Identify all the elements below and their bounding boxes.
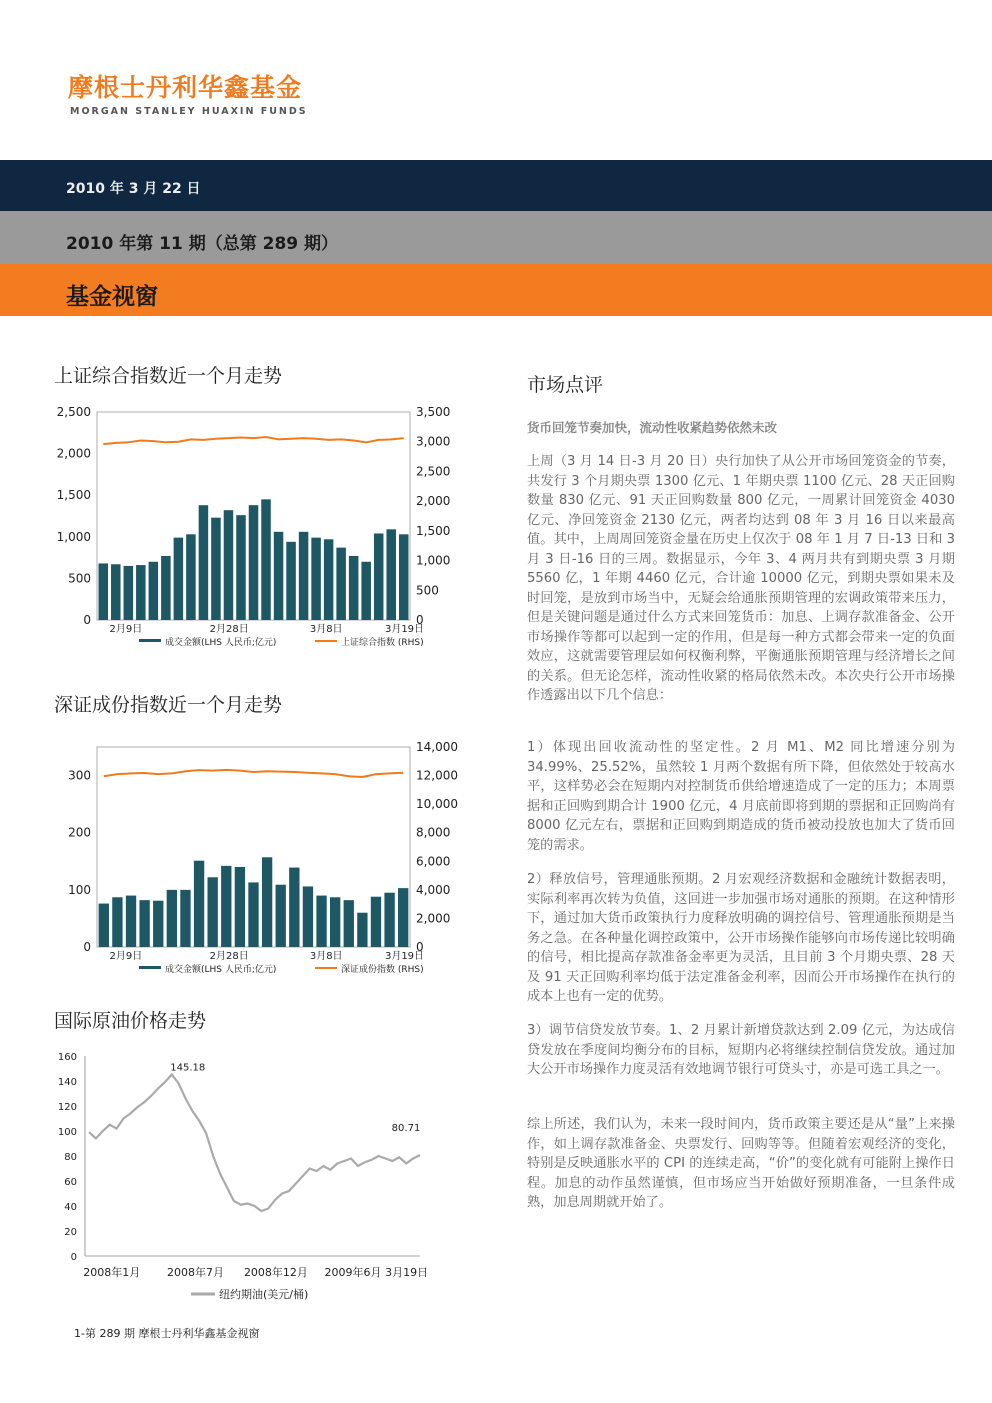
y-tick-label: 100 xyxy=(57,1127,77,1138)
volume-bar xyxy=(236,515,246,620)
y-right-tick: 12,000 xyxy=(416,768,458,783)
volume-bar xyxy=(324,539,334,620)
y-left-tick: 2,000 xyxy=(56,446,91,461)
volume-bar xyxy=(249,505,259,620)
legend-line-label: 深证成份指数 (RHS) xyxy=(341,965,424,975)
index-line xyxy=(103,437,403,444)
volume-bar xyxy=(330,897,340,947)
y-tick-label: 140 xyxy=(57,1077,77,1088)
issue-band xyxy=(0,211,992,264)
volume-bar xyxy=(276,885,286,947)
paragraph-5: 综上所述，我们认为，未来一段时间内，货币政策主要还是从“量”上来操作，如上调存款准备金、央票发行、回购等等。但随着宏观经济的变化，特别是反映通胀水平的 CPI 的连续走高，“价”的变化就有可能附上操作日程。加息的动作虽然谨慎，但市场应当开始做好预期准备，一旦条件成熟，加息周期就开始了。 xyxy=(527,1117,955,1210)
paragraph-4: 3）调节信贷发放节奏。1、2 月累计新增贷款达到 2.09 亿元，为达成信贷发放在季度间均衡分布的目标，短期内必将继续控制信贷发放。通过加大公开市场操作力度灵活有效地调节银行可贷头寸，亦是可选工具之一。 xyxy=(527,1023,955,1077)
volume-bar xyxy=(136,565,146,620)
volume-bar xyxy=(386,529,396,620)
volume-bar xyxy=(124,566,134,620)
x-tick-label: 3月19日 xyxy=(384,624,425,635)
chart3-title: 国际原油价格走势 xyxy=(54,1010,207,1032)
volume-bar xyxy=(99,563,109,620)
oil-price-line xyxy=(89,1075,420,1211)
volume-bar xyxy=(374,533,384,620)
volume-bar xyxy=(311,538,321,620)
legend-label: 纽约期油(美元/桶) xyxy=(219,1288,309,1301)
x-tick-label: 3月8日 xyxy=(309,624,343,635)
date-band xyxy=(0,160,992,211)
y-left-tick: 200 xyxy=(68,825,91,840)
paragraph-3: 2）释放信号，管理通胀预期。2 月宏观经济数据和金融统计数据表明，实际利率再次转为负值，这回进一步加强市场对通胀的预期。在这种情形下，通过加大货币政策执行力度释放明确的调控信号、管理通胀预期是当务之急。在各种量化调控政策中，公开市场操作能够向市场传递比较明确的信号，相比提高存款准备金率更为灵活，且目前 3 个月期央票、28 天及 91 天正回购利率均低于法定准备金利率，因而公开市场操作在执行的成本上也有一定的优势。 xyxy=(527,872,955,1004)
y-right-tick: 1,000 xyxy=(416,553,451,568)
y-right-tick: 6,000 xyxy=(416,854,451,869)
volume-bar xyxy=(186,534,196,620)
paragraph-1: 上周（3 月 14 日-3 月 20 日）央行加快了从公开市场回笼资金的节奏，共发行 3 个月期央票 1300 亿元、1 年期央票 1100 亿元、28 天正回购数量 830 亿元、91 天正回购数量 800 亿元，一周累计回笼资金 4030 亿元、净回笼资金 2130 亿元，两者均达到 08 年 3 月 16 日以来最高值。其中，上周周回笼资金量在历史上仅次于 08 年 1 月 7 日-13 日和 3 月 3 日-16 日的三周。数据显示，今年 3、4 两月共有到期央票 3 月期 5560 亿，1 年期 4460 亿元，合计逾 10000 亿元，到期央票如果未及时回笼，是放到市场当中，无疑会给通胀预期管理的宏调政策带来压力，但是关键问题是通过什么方式来回笼货币：加息、上调存款准备金、公开市场操作等都可以起到一定的作用，但是每一种方式都会带来一定的负面效应，这就需要管理层如何权衡利弊，平衡通胀预期管理与经济增长之间的关系。但无论怎样，流动性收紧的格局依然未改。本次央行公开市场操作透露出以下几个信息： xyxy=(527,454,955,703)
volume-bar xyxy=(224,510,234,620)
volume-bar xyxy=(248,882,258,947)
volume-bar xyxy=(274,532,284,620)
y-right-tick: 4,000 xyxy=(416,882,451,897)
y-right-tick: 500 xyxy=(416,583,439,598)
x-tick-label: 2009年6月 xyxy=(324,1266,382,1279)
y-right-tick: 0 xyxy=(416,613,424,627)
crude-oil-chart xyxy=(50,1045,470,1305)
legend-bar-swatch xyxy=(139,639,161,642)
volume-bar xyxy=(180,890,190,947)
last-annotation: 80.71 xyxy=(391,1123,421,1135)
volume-bar xyxy=(361,562,371,620)
y-left-tick: 300 xyxy=(68,768,91,783)
y-tick-label: 40 xyxy=(64,1202,77,1213)
report-date: 2010 年 3 月 22 日 xyxy=(66,181,201,197)
logo-english: MORGAN STANLEY HUAXIN FUNDS xyxy=(70,106,308,117)
legend-bar-swatch xyxy=(139,966,161,969)
x-tick-label: 2008年1月 xyxy=(83,1266,141,1279)
y-left-tick: 2,500 xyxy=(56,405,91,419)
volume-bar xyxy=(398,888,408,947)
y-right-tick: 2,000 xyxy=(416,911,451,926)
volume-bar xyxy=(316,896,326,947)
y-tick-label: 20 xyxy=(64,1227,77,1238)
y-left-tick: 0 xyxy=(83,613,91,627)
volume-bar xyxy=(262,857,272,947)
volume-bar xyxy=(371,897,381,947)
volume-bar xyxy=(111,564,121,620)
volume-bar xyxy=(139,900,149,947)
y-tick-label: 120 xyxy=(57,1102,77,1113)
volume-bar xyxy=(349,556,359,620)
commentary-subhead: 货币回笼节奏加快，流动性收紧趋势依然未改 xyxy=(527,420,778,435)
commentary-title: 市场点评 xyxy=(527,374,604,396)
y-left-tick: 100 xyxy=(68,882,91,897)
chart1-title: 上证综合指数近一个月走势 xyxy=(54,365,283,387)
volume-bar xyxy=(208,877,218,947)
volume-bar xyxy=(211,518,221,620)
page-footer: 1-第 289 期 摩根士丹利华鑫基金视窗 xyxy=(74,1327,260,1340)
volume-bar xyxy=(161,556,171,620)
x-tick-label: 2月28日 xyxy=(209,951,249,962)
volume-bar xyxy=(336,548,346,620)
y-right-tick: 14,000 xyxy=(416,740,458,754)
index-line xyxy=(104,770,403,777)
peak-annotation: 145.18 xyxy=(170,1062,206,1074)
x-tick-label: 2008年12月 xyxy=(243,1266,308,1279)
volume-bar xyxy=(194,861,204,947)
x-tick-label: 2008年7月 xyxy=(167,1266,225,1279)
volume-bar xyxy=(289,868,299,947)
y-right-tick: 3,000 xyxy=(416,434,451,449)
paragraph-2: 1）体现出回收流动性的坚定性。2 月 M1、M2 同比增速分别为 34.99%、25.52%，虽然较 1 月两个数据有所下降，但依然处于较高水平，这样势必会在短期内对控制货币供给增速造成了一定的压力；本周票据和正回购到期合计 1900 亿元，4 月底前即将到期的票据和正回购尚有 8000 亿元左右，票据和正回购到期造成的货币被动投放也加大了货币回笼的需求。 xyxy=(527,740,955,853)
issue-number: 2010 年第 11 期（总第 289 期） xyxy=(66,234,339,254)
volume-bar xyxy=(286,542,296,620)
chart2-title: 深证成份指数近一个月走势 xyxy=(54,694,283,716)
y-left-tick: 1,500 xyxy=(56,488,91,503)
volume-bar xyxy=(399,534,409,620)
volume-bar xyxy=(221,866,231,947)
shanghai-index-chart xyxy=(50,400,470,660)
logo-chinese: 摩根士丹利华鑫基金 xyxy=(68,73,303,102)
y-tick-label: 0 xyxy=(70,1252,77,1263)
x-tick-label: 3月8日 xyxy=(309,951,343,962)
volume-bar xyxy=(199,505,209,620)
y-left-tick: 0 xyxy=(83,940,91,954)
title-band xyxy=(0,264,992,316)
y-right-tick: 0 xyxy=(416,940,424,954)
legend-bar-label: 成交金额(LHS 人民币;亿元) xyxy=(165,965,277,975)
volume-bar xyxy=(357,913,367,947)
legend-line-label: 上证综合指数 (RHS) xyxy=(341,638,424,648)
y-tick-label: 160 xyxy=(57,1052,77,1063)
volume-bar xyxy=(344,900,354,947)
y-right-tick: 3,500 xyxy=(416,405,451,419)
y-tick-label: 80 xyxy=(64,1152,77,1163)
y-right-tick: 1,500 xyxy=(416,523,451,538)
volume-bar xyxy=(126,896,136,947)
volume-bar xyxy=(235,867,245,947)
y-tick-label: 60 xyxy=(64,1177,77,1188)
legend-bar-label: 成交金额(LHS 人民币;亿元) xyxy=(165,638,277,648)
y-left-tick: 1,000 xyxy=(56,529,91,544)
volume-bar xyxy=(303,886,313,947)
volume-bar xyxy=(99,904,109,947)
volume-bar xyxy=(167,890,177,947)
y-right-tick: 8,000 xyxy=(416,825,451,840)
volume-bar xyxy=(299,532,309,620)
volume-bar xyxy=(174,538,184,620)
volume-bar xyxy=(261,499,271,620)
shenzhen-index-chart xyxy=(50,735,470,980)
x-tick-label: 2月28日 xyxy=(209,624,249,635)
y-right-tick: 2,000 xyxy=(416,494,451,509)
y-right-tick: 10,000 xyxy=(416,797,458,812)
x-tick-label: 3月19日 xyxy=(385,1266,429,1279)
volume-bar xyxy=(153,901,163,947)
x-tick-label: 2月9日 xyxy=(109,624,143,635)
y-left-tick: 500 xyxy=(68,571,91,586)
volume-bar xyxy=(149,562,159,620)
x-tick-label: 3月19日 xyxy=(384,951,425,962)
x-tick-label: 2月9日 xyxy=(109,951,143,962)
volume-bar xyxy=(384,893,394,947)
page-title: 基金视窗 xyxy=(66,284,158,310)
volume-bar xyxy=(112,897,122,947)
y-right-tick: 2,500 xyxy=(416,464,451,479)
